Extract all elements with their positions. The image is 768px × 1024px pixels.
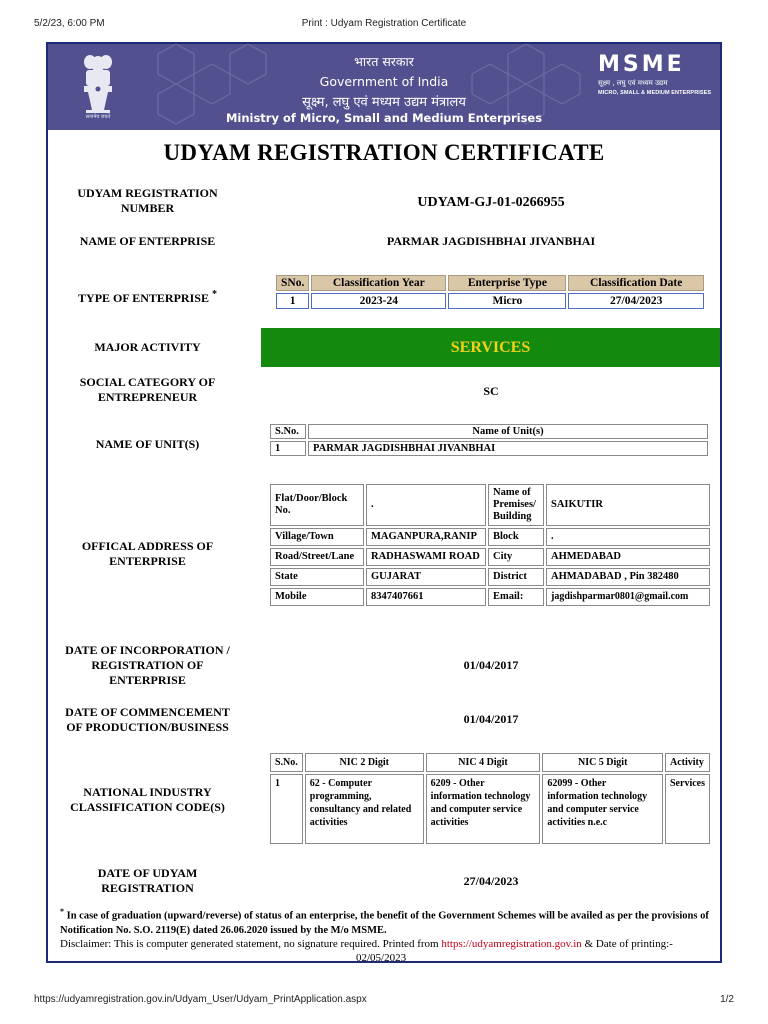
msme-english-subtitle: MICRO, SMALL & MEDIUM ENTERPRISES [598, 90, 712, 96]
enterprise-type-label-text: TYPE OF ENTERPRISE [78, 291, 209, 305]
msme-hindi-subtitle: सूक्ष्म , लघु एवं मध्यम उद्यम [598, 79, 668, 87]
msme-logo-text: MSME [598, 52, 685, 74]
column-header: NIC 5 Digit [542, 753, 663, 772]
unit-table [268, 422, 710, 458]
table-row [270, 568, 710, 586]
registration-number-label: UDYAM REGISTRATION NUMBER [77, 186, 218, 215]
social-category-label: SOCIAL CATEGORY OF ENTREPRENEUR [79, 375, 216, 404]
disclaimer-suffix: & Date of printing:- [584, 938, 673, 950]
table-row [276, 293, 704, 309]
email-label: Email: [488, 588, 544, 606]
emblem-caption: सत्यमेव जयते [85, 114, 111, 120]
address-label: OFFICAL ADDRESS OF ENTERPRISE [81, 539, 214, 568]
district-label: District [488, 568, 544, 586]
premises-label: Name of Premises/ Building [488, 484, 544, 526]
column-header: Classification Year [311, 275, 446, 291]
address-table [268, 482, 712, 608]
nic-table [268, 751, 712, 846]
table-cell: 62 - Computer programming, consultancy and related activities [305, 774, 424, 844]
commencement-date-label: DATE OF COMMENCEMENT OF PRODUCTION/BUSINESS [65, 705, 230, 734]
commencement-date-value: 01/04/2017 [463, 712, 519, 726]
mobile-label: Mobile [270, 588, 364, 606]
column-header: Classification Date [568, 275, 704, 291]
social-category-value: SC [483, 384, 499, 398]
table-row [270, 548, 710, 566]
table-cell: 1 [270, 441, 306, 456]
table-cell: 2023-24 [311, 293, 446, 309]
table-row [270, 484, 710, 526]
column-header: S.No. [270, 424, 306, 439]
table-cell: 1 [270, 774, 303, 844]
village-value: MAGANPURA,RANIP [366, 528, 486, 546]
page-number: 1/2 [720, 994, 734, 1005]
major-activity-value: SERVICES [261, 328, 720, 367]
table-cell: 1 [276, 293, 309, 309]
udyam-portal-link[interactable]: https://udyamregistration.gov.in [441, 938, 582, 950]
road-label: Road/Street/Lane [270, 548, 364, 566]
premises-value: SAIKUTIR [546, 484, 710, 526]
column-header: NIC 2 Digit [305, 753, 424, 772]
email-value: jagdishparmar0801@gmail.com [546, 588, 710, 606]
enterprise-type-label [60, 287, 235, 306]
block-label: Block [488, 528, 544, 546]
enterprise-name-label: NAME OF ENTERPRISE [79, 234, 216, 248]
table-row [270, 588, 710, 606]
print-title: Print : Udyam Registration Certificate [301, 18, 467, 29]
district-value: AHMADABAD , Pin 382480 [546, 568, 710, 586]
print-url: https://udyamregistration.gov.in/Udyam_User/Udyam_PrintApplication.aspx [34, 994, 367, 1005]
unit-name-label: NAME OF UNIT(S) [95, 437, 200, 451]
flat-label: Flat/Door/Block No. [270, 484, 364, 526]
table-cell: 6209 - Other information technology and computer service activities [426, 774, 541, 844]
udyam-date-label: DATE OF UDYAM REGISTRATION [97, 866, 198, 895]
column-header: SNo. [276, 275, 309, 291]
registration-number-value: UDYAM-GJ-01-0266955 [417, 195, 565, 210]
major-activity-label: MAJOR ACTIVITY [94, 340, 201, 354]
footnote-text: In case of graduation (upward/reverse) of status of an enterprise, the benefit of the Government Schemes will be availed as per the provisions of Notification No. S.O. 2119(E) dated 26.06.2020 issued by the M/o MSME. [60, 910, 709, 936]
footnote-marker: * [211, 289, 217, 300]
column-header: Enterprise Type [448, 275, 566, 291]
table-cell: Services [665, 774, 710, 844]
hindi-ministry-text: सूक्ष्म, लघु एवं मध्यम उद्यम मंत्रालय [302, 95, 466, 110]
udyam-date-value: 27/04/2023 [463, 874, 519, 888]
print-footer [0, 994, 768, 1014]
mobile-value: 8347407661 [366, 588, 486, 606]
column-header: S.No. [270, 753, 303, 772]
table-cell: 27/04/2023 [568, 293, 704, 309]
city-value: AHMEDABAD [546, 548, 710, 566]
ministry-text: Ministry of Micro, Small and Medium Enterprises [225, 111, 543, 125]
table-cell: 62099 - Other information technology and computer service activities n.e.c [542, 774, 663, 844]
table-row [270, 774, 710, 844]
column-header: NIC 4 Digit [426, 753, 541, 772]
incorporation-date-value: 01/04/2017 [463, 658, 519, 672]
graduation-footnote [60, 905, 715, 938]
print-header [0, 0, 768, 40]
enterprise-name-value: PARMAR JAGDISHBHAI JIVANBHAI [386, 234, 596, 248]
incorporation-date-label: DATE OF INCORPORATION / REGISTRATION OF ENTERPRISE [65, 643, 230, 687]
road-value: RADHASWAMI ROAD [366, 548, 486, 566]
table-row [270, 528, 710, 546]
print-date: 02/05/2023 [356, 952, 407, 964]
table-cell: PARMAR JAGDISHBHAI JIVANBHAI [308, 441, 708, 456]
table-row [270, 441, 708, 456]
column-header: Activity [665, 753, 710, 772]
city-label: City [488, 548, 544, 566]
government-of-india-text: Government of India [319, 74, 449, 89]
table-cell: Micro [448, 293, 566, 309]
disclaimer-prefix: Disclaimer: This is computer generated statement, no signature required. Printed from [60, 938, 439, 950]
enterprise-type-table [274, 273, 706, 311]
certificate-title: UDYAM REGISTRATION CERTIFICATE [163, 140, 605, 165]
block-value: . [546, 528, 710, 546]
print-datetime: 5/2/23, 6:00 PM [34, 18, 105, 29]
disclaimer [60, 937, 715, 965]
state-label: State [270, 568, 364, 586]
state-value: GUJARAT [366, 568, 486, 586]
nic-code-label: NATIONAL INDUSTRY CLASSIFICATION CODE(S) [70, 785, 225, 814]
table-header-row [270, 424, 708, 439]
column-header: Name of Unit(s) [308, 424, 708, 439]
footnote-marker: * [60, 907, 64, 916]
hindi-government-text: भारत सरकार [354, 54, 414, 69]
table-header-row [276, 275, 704, 291]
government-banner [48, 44, 720, 130]
village-label: Village/Town [270, 528, 364, 546]
table-header-row [270, 753, 710, 772]
flat-value: . [366, 484, 486, 526]
msme-logo [598, 52, 703, 74]
